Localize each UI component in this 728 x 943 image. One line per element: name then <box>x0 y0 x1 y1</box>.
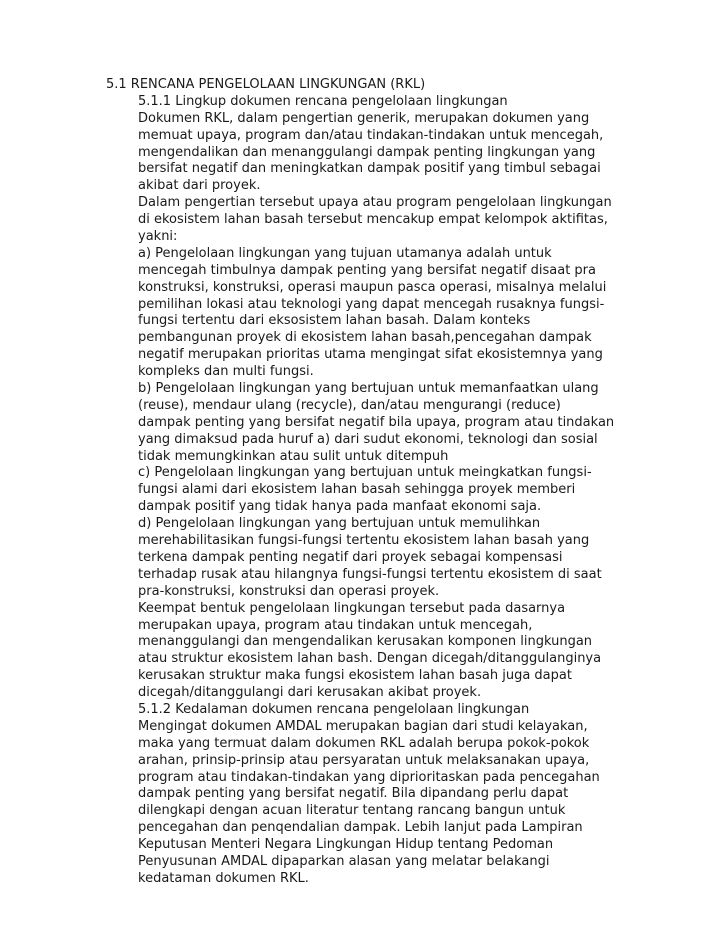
text-line: atau struktur ekosistem lahan bash. Dengan dicegah/ditanggulanginya <box>138 651 602 667</box>
text-line: program atau tindakan-tindakan yang diprioritaskan pada pencegahan <box>138 769 600 785</box>
text-line: merupakan upaya, program atau tindakan untuk mencegah, <box>138 617 533 633</box>
text-line: 5.1.1 Lingkup dokumen rencana pengelolaan lingkungan <box>138 93 508 109</box>
text-line: terkena dampak penting negatif dari proyek sebagai kompensasi <box>138 549 563 565</box>
text-line: d) Pengelolaan lingkungan yang bertujuan untuk memulihkan <box>138 516 541 532</box>
text-line: fungsi alami dari ekosistem lahan basah sehingga proyek memberi <box>138 482 576 498</box>
text-line: dampak penting yang bersifat negatif. Bila dipandang perlu dapat <box>138 786 569 802</box>
text-line: a) Pengelolaan lingkungan yang tujuan utamanya adalah untuk <box>138 245 552 261</box>
text-line: dicegah/ditanggulangi dari kerusakan akibat proyek. <box>138 685 482 701</box>
section-heading: 5.1 RENCANA PENGELOLAAN LINGKUNGAN (RKL) <box>106 77 426 92</box>
text-line: negatif merupakan prioritas utama mengingat sifat ekosistemnya yang <box>138 347 603 363</box>
text-line: arahan, prinsip-prinsip atau persyaratan untuk melaksanakan upaya, <box>138 752 590 768</box>
text-line: maka yang termuat dalam dokumen RKL adalah berupa pokok-pokok <box>138 735 590 751</box>
text-line: merehabilitasikan fungsi-fungsi tertentu ekosistem lahan basah yang <box>138 533 590 549</box>
text-line: 5.1.2 Kedalaman dokumen rencana pengelolaan lingkungan <box>138 701 530 717</box>
text-line: tidak memungkinkan atau sulit untuk ditempuh <box>138 448 449 464</box>
text-line: bersifat negatif dan meningkatkan dampak positif yang timbul sebagai <box>138 161 601 177</box>
text-line: dampak positif yang tidak hanya pada manfaat ekonomi saja. <box>138 499 542 515</box>
text-line: menanggulangi dan mengendalikan kerusakan komponen lingkungan <box>138 634 593 650</box>
text-line: (reuse), mendaur ulang (recycle), dan/atau mengurangi (reduce) <box>138 397 561 413</box>
text-line: kerusakan struktur maka fungsi ekosistem lahan basah juga dapat <box>138 668 572 684</box>
text-line: c) Pengelolaan lingkungan yang bertujuan untuk meingkatkan fungsi- <box>138 465 592 481</box>
text-line: konstruksi, konstruksi, operasi maupun pasca operasi, misalnya melalui <box>138 279 607 295</box>
text-line: pencegahan dan penqendalian dampak. Lebih lanjut pada Lampiran <box>138 820 583 836</box>
text-line: Keempat bentuk pengelolaan lingkungan tersebut pada dasarnya <box>138 600 566 616</box>
text-line: kedataman dokumen RKL. <box>138 870 309 886</box>
text-line: dilengkapi dengan acuan literatur tentang rancang bangun untuk <box>138 803 566 819</box>
text-line: Dokumen RKL, dalam pengertian generik, merupakan dokumen yang <box>138 110 590 126</box>
text-line: terhadap rusak atau hilangnya fungsi-fungsi tertentu ekosistem di saat <box>138 566 602 582</box>
text-line: yang dimaksud pada huruf a) dari sudut ekonomi, teknologi dan sosial <box>138 431 598 447</box>
text-line: yakni: <box>138 229 178 245</box>
text-line: mencegah timbulnya dampak penting yang bersifat negatif disaat pra <box>138 262 596 278</box>
text-line: pemilihan lokasi atau teknologi yang dapat mencegah rusaknya fungsi- <box>138 296 605 312</box>
document-body <box>138 94 658 888</box>
text-line: memuat upaya, program dan/atau tindakan-tindakan untuk mencegah, <box>138 127 604 143</box>
text-line: Keputusan Menteri Negara Lingkungan Hidup tentang Pedoman <box>138 837 554 853</box>
text-line: kompleks dan multi fungsi. <box>138 364 314 380</box>
text-line: mengendalikan dan menanggulangi dampak penting lingkungan yang <box>138 144 596 160</box>
text-line: pembangunan proyek di ekosistem lahan basah,pencegahan dampak <box>138 330 592 346</box>
text-line: fungsi tertentu dari eksosistem lahan basah. Dalam konteks <box>138 313 531 329</box>
text-line: b) Pengelolaan lingkungan yang bertujuan untuk memanfaatkan ulang <box>138 381 599 397</box>
text-line: Dalam pengertian tersebut upaya atau program pengelolaan lingkungan <box>138 195 612 211</box>
text-line: pra-konstruksi, konstruksi dan operasi proyek. <box>138 583 440 599</box>
text-line: Penyusunan AMDAL dipaparkan alasan yang melatar belakangi <box>138 853 550 869</box>
text-line: Mengingat dokumen AMDAL merupakan bagian dari studi kelayakan, <box>138 718 588 734</box>
text-line: dampak penting yang bersifat negatif bila upaya, program atau tindakan <box>138 414 615 430</box>
text-line: akibat dari proyek. <box>138 178 261 194</box>
text-line: di ekosistem lahan basah tersebut mencakup empat kelompok aktifitas, <box>138 212 608 228</box>
